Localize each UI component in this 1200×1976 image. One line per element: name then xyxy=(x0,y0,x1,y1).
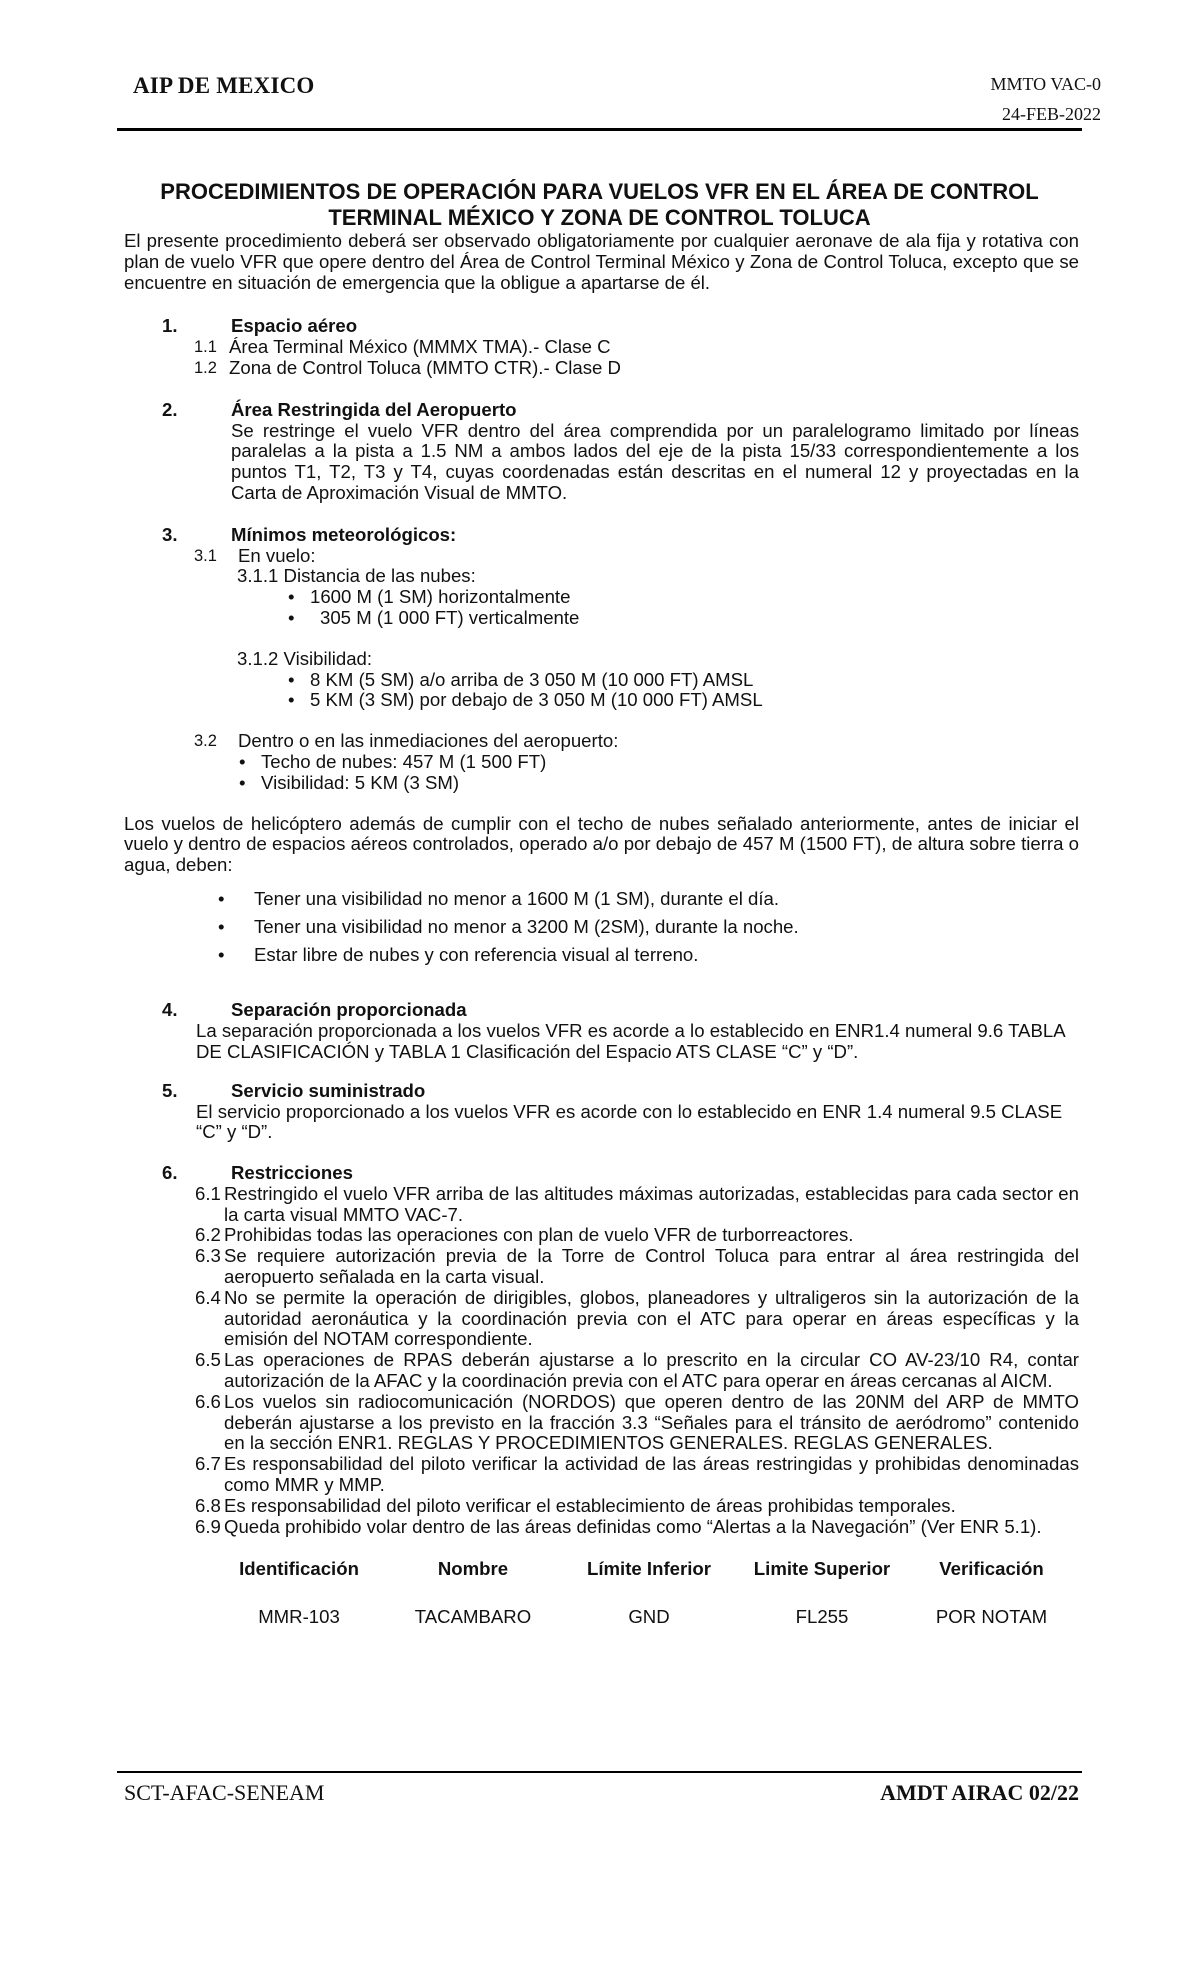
footer-amendment: AMDT AIRAC 02/22 xyxy=(880,1780,1079,1805)
restriction-item: 6.3 Se requiere autorización previa de la Torre de Control Toluca para entrar al área restringida del aeropuerto señalada en la carta visual. xyxy=(195,1245,1079,1288)
list-item: • 8 KM (5 SM) a/o arriba de 3 050 M (10 000 FT) AMSL xyxy=(288,668,754,690)
restriction-item: 6.5 Las operaciones de RPAS deberán ajustarse a lo prescrito en la circular CO AV-23/10 R4, contar autorización de la AFAC y la coordinación previa con el ATC para operar en áreas cercanas al AICM. xyxy=(195,1349,1079,1392)
document-body xyxy=(124,179,1079,1628)
list-item: • 5 KM (3 SM) por debajo de 3 050 M (10 000 FT) AMSL xyxy=(288,689,763,711)
bullet-list xyxy=(124,670,1079,712)
list-item: • 1600 M (1 SM) horizontalmente xyxy=(288,586,571,608)
table-cell: POR NOTAM xyxy=(935,1606,1048,1628)
list-item: • Estar libre de nubes y con referencia visual al terreno. xyxy=(218,943,699,965)
section-3-1-1: 3.1.1 Distancia de las nubes: xyxy=(237,565,476,587)
list-item: • Visibilidad: 5 KM (3 SM) xyxy=(239,771,460,793)
table-header: Límite Inferior xyxy=(587,1558,711,1580)
section-5-text: El servicio proporcionado a los vuelos VFR es acorde con lo establecido en ENR 1.4 numeral 9.5 CLASE “C” y “D”. xyxy=(196,1100,1063,1143)
table-cell: MMR-103 xyxy=(258,1606,340,1628)
section-3-1-2: 3.1.2 Visibilidad: xyxy=(237,647,373,669)
bullet-list xyxy=(124,587,1079,629)
restricted-areas-table xyxy=(124,1559,1079,1628)
intro-paragraph: El presente procedimiento deberá ser observado obligatoriamente por cualquier aeronave de ala fija y rotativa con plan de vuelo VFR que opere dentro del Área de Control Terminal México y Zona de Control Toluca, excepto que se encuentre en situación de emergencia que la obligue a apartarse de él. xyxy=(124,230,1079,293)
list-item: • Techo de nubes: 457 M (1 500 FT) xyxy=(239,750,547,772)
list-item: • Tener una visibilidad no menor a 3200 M (2SM), durante la noche. xyxy=(218,915,799,937)
table-cell: GND xyxy=(628,1606,670,1628)
section-5-heading: 5. Servicio suministrado xyxy=(162,1079,426,1101)
footer-left: SCT-AFAC-SENEAM xyxy=(124,1780,325,1805)
list-item: • Tener una visibilidad no menor a 1600 M (1 SM), durante el día. xyxy=(218,887,780,909)
list-item: • 305 M (1 000 FT) verticalmente xyxy=(288,606,580,628)
table-header: Verificación xyxy=(939,1558,1044,1580)
header-date: 24-FEB-2022 xyxy=(1002,104,1101,124)
restriction-item: 6.7 Es responsabilidad del piloto verificar la actividad de las áreas restringidas y prohibidas denominadas como MMR y MMP. xyxy=(195,1453,1079,1496)
header-rule xyxy=(117,128,1082,131)
table-header: Identificación xyxy=(239,1558,359,1580)
table-cell: FL255 xyxy=(795,1606,849,1628)
section-4-text: La separación proporcionada a los vuelos VFR es acorde a lo establecido en ENR1.4 numeral 9.6 TABLA DE CLASIFICACIÓN y TABLA 1 Clasificación del Espacio ATS CLASE “C” y “D”. xyxy=(196,1020,1065,1062)
restriction-item: 6.2 Prohibidas todas las operaciones con plan de vuelo VFR de turborreactores. xyxy=(195,1224,854,1246)
table-cell: TACAMBARO xyxy=(414,1606,532,1628)
section-2-heading: 2. Área Restringida del Aeropuerto xyxy=(162,398,517,420)
section-1-item: 1.2 Zona de Control Toluca (MMTO CTR).- Clase D xyxy=(194,356,621,378)
page-title: PROCEDIMIENTOS DE OPERACIÓN PARA VUELOS VFR EN EL ÁREA DE CONTROL TERMINAL MÉXICO Y ZONA DE CONTROL TOLUCA xyxy=(160,179,1039,230)
table-header: Nombre xyxy=(437,1558,509,1580)
section-4-heading: 4. Separación proporcionada xyxy=(162,999,467,1021)
restriction-item: 6.8 Es responsabilidad del piloto verificar el establecimiento de áreas prohibidas temporales. xyxy=(195,1494,956,1516)
restriction-item: 6.1 Restringido el vuelo VFR arriba de las altitudes máximas autorizadas, establecidas para cada sector en la carta visual MMTO VAC-7. xyxy=(195,1182,1079,1225)
section-1-item: 1.1 Área Terminal México (MMMX TMA).- Clase C xyxy=(194,336,611,358)
section-2-text: Se restringe el vuelo VFR dentro del área comprendida por un paralelogramo limitado por líneas paralelas a la pista a 1.5 NM a ambos lados del eje de la pista 15/33 correspondientemente a los puntos T1, T2, T3 y T4, cuyas coordenadas están descritas en el numeral 12 y proyectadas en la Carta de Aproximación Visual de MMTO. xyxy=(231,419,1079,503)
section-3-heading: 3. Mínimos meteorológicos: xyxy=(162,523,457,545)
section-3-2: 3.2 Dentro o en las inmediaciones del aeropuerto: xyxy=(194,730,619,752)
restriction-item: 6.4 No se permite la operación de dirigibles, globos, planeadores y ultraligeros sin la autorización de la autoridad aeronáutica y la coordinación previa con el ATC para operar en áreas específicas y la emisión del NOTAM correspondiente. xyxy=(195,1286,1079,1350)
restriction-item: 6.6 Los vuelos sin radiocomunicación (NORDOS) que operen dentro de las 20NM del ARP de MMTO deberán ajustarse a los previsto en la fracción 3.3 “Señales para el tránsito de aeródromo” contenido en la sección ENR1. REGLAS Y PROCEDIMIENTOS GENERALES. REGLAS GENERALES. xyxy=(195,1390,1079,1454)
helicopter-requirements xyxy=(124,889,1079,965)
restriction-item: 6.9 Queda prohibido volar dentro de las áreas definidas como “Alertas a la Navegación” (Ver ENR 5.1). xyxy=(195,1515,1042,1537)
footer-rule xyxy=(117,1771,1082,1773)
header-title: AIP DE MEXICO xyxy=(133,73,315,98)
header-chart-code: MMTO VAC-0 xyxy=(990,74,1101,94)
table-header: Limite Superior xyxy=(753,1558,891,1580)
helicopter-paragraph: Los vuelos de helicóptero además de cumplir con el techo de nubes señalado anteriormente, antes de iniciar el vuelo y dentro de espacios aéreos controlados, operado a/o por debajo de 457 M (1500 FT), de altura sobre tierra o agua, deben: xyxy=(124,812,1079,876)
section-6-heading: 6. Restricciones xyxy=(162,1162,353,1184)
section-1-heading: 1. Espacio aéreo xyxy=(162,315,358,337)
section-3-1: 3.1 En vuelo: xyxy=(194,544,316,566)
bullet-list xyxy=(124,752,1079,794)
